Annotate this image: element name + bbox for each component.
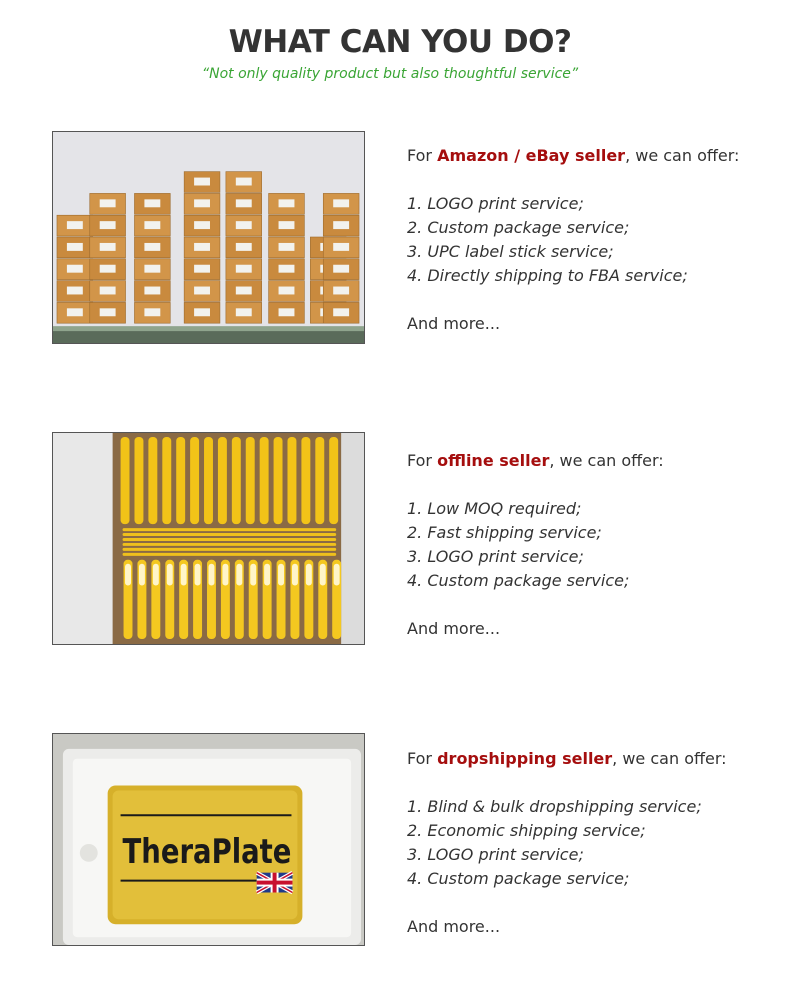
and-more-text: And more... — [407, 917, 501, 936]
and-more-text: And more... — [407, 619, 501, 638]
list-item: 1. LOGO print service; — [407, 194, 584, 213]
product-brand-text: TheraPlate — [122, 831, 292, 871]
list-item: 3. LOGO print service; — [407, 547, 584, 566]
cartons-illustration — [53, 132, 364, 343]
offer-intro: For dropshipping seller, we can offer: — [407, 749, 727, 768]
seller-type: dropshipping seller — [437, 749, 613, 768]
and-more-text: And more... — [407, 314, 501, 333]
seller-type: Amazon / eBay seller — [437, 146, 626, 165]
powerbank-illustration — [53, 734, 364, 945]
uk-flag-icon — [257, 873, 293, 893]
lamps-illustration — [53, 433, 364, 644]
cartons-photo — [52, 131, 365, 344]
offer-list — [407, 795, 787, 891]
lamps-photo — [52, 432, 365, 645]
offer-intro: For offline seller, we can offer: — [407, 451, 664, 470]
offer-list — [407, 497, 787, 593]
offer-intro: For Amazon / eBay seller, we can offer: — [407, 146, 740, 165]
page-title: WHAT CAN YOU DO? — [228, 24, 572, 60]
list-item: 2. Fast shipping service; — [407, 523, 602, 542]
seller-type: offline seller — [437, 451, 550, 470]
list-item: 4. Custom package service; — [407, 869, 630, 888]
offline-offer-block — [407, 449, 787, 641]
list-item: 2. Custom package service; — [407, 218, 630, 237]
list-item: 1. Blind & bulk dropshipping service; — [407, 797, 702, 816]
dropshipping-offer-block — [407, 747, 787, 939]
amazon-offer-block — [407, 144, 787, 336]
list-item: 4. Custom package service; — [407, 571, 630, 590]
offer-list — [407, 192, 787, 288]
list-item: 2. Economic shipping service; — [407, 821, 646, 840]
page-subtitle: “Not only quality product but also thoughtful service” — [201, 66, 579, 82]
list-item: 1. Low MOQ required; — [407, 499, 582, 518]
powerbank-photo — [52, 733, 365, 946]
list-item: 4. Directly shipping to FBA service; — [407, 266, 688, 285]
list-item: 3. UPC label stick service; — [407, 242, 614, 261]
list-item: 3. LOGO print service; — [407, 845, 584, 864]
